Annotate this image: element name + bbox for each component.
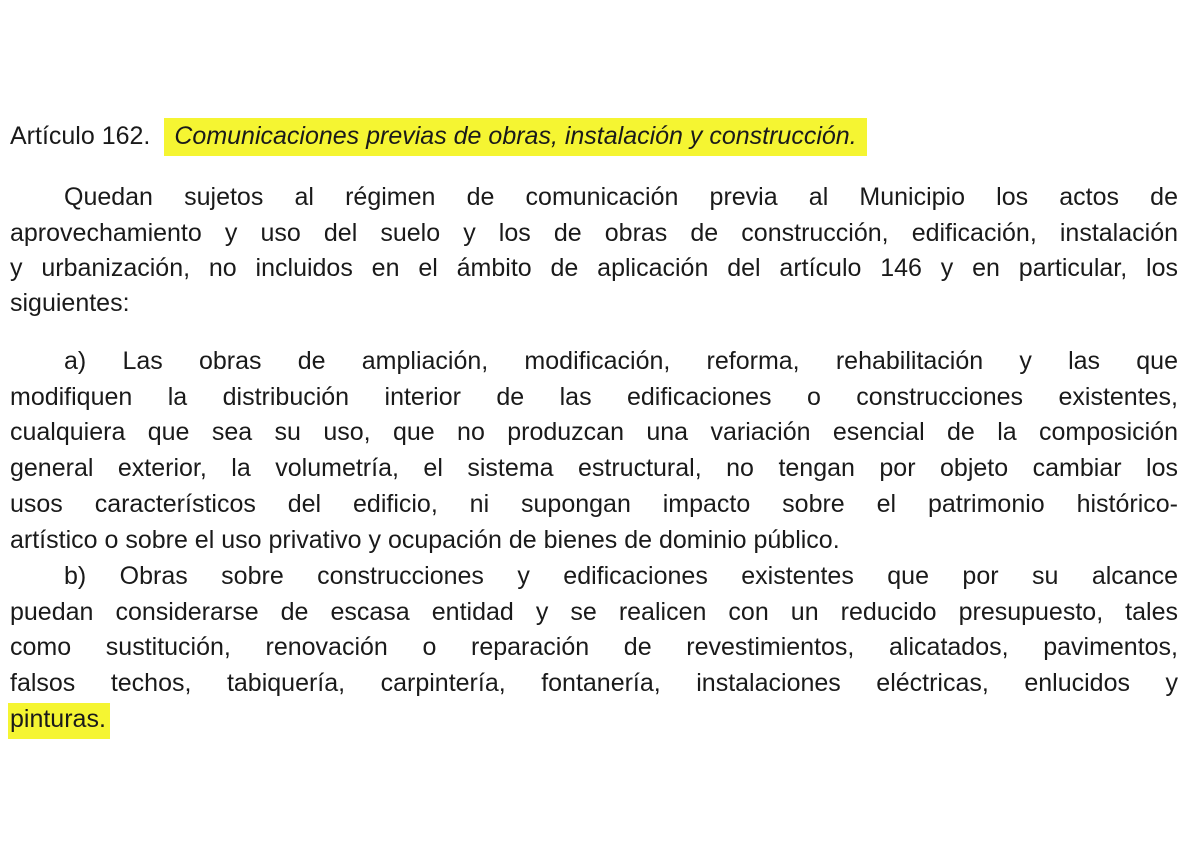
article-heading-highlighted: Comunicaciones previas de obras, instalación y construcción. [164, 118, 866, 156]
item-b-last-word-highlighted: pinturas. [8, 703, 110, 739]
item-a-line: general exterior, la volumetría, el sistema estructural, no tengan por objeto cambiar los [10, 454, 1178, 482]
item-b-line: como sustitución, renovación o reparación de revestimientos, alicatados, pavimentos, [10, 633, 1178, 661]
article-number: Artículo 162. [10, 122, 151, 150]
item-a-line: a) Las obras de ampliación, modificación, reforma, rehabilitación y las que [64, 347, 1178, 375]
item-b-line: puedan considerarse de escasa entidad y se realicen con un reducido presupuesto, tales [10, 598, 1178, 626]
article-title [10, 120, 1178, 152]
item-b-line: falsos techos, tabiquería, carpintería, fontanería, instalaciones eléctricas, enlucidos y [10, 669, 1178, 697]
intro-line: siguientes: [10, 289, 130, 317]
intro-line: y urbanización, no incluidos en el ámbito de aplicación del artículo 146 y en particular, los [10, 254, 1178, 282]
item-a-line: artístico o sobre el uso privativo y ocupación de bienes de dominio público. [10, 526, 840, 554]
item-a-line: usos característicos del edificio, ni supongan impacto sobre el patrimonio histórico- [10, 490, 1178, 518]
intro-line: aprovechamiento y uso del suelo y los de obras de construcción, edificación, instalación [10, 219, 1178, 247]
item-a-line: cualquiera que sea su uso, que no produzcan una variación esencial de la composición [10, 418, 1178, 446]
intro-line: Quedan sujetos al régimen de comunicación previa al Municipio los actos de [64, 183, 1178, 211]
item-b-line: b) Obras sobre construcciones y edificaciones existentes que por su alcance [64, 562, 1178, 590]
item-a-line: modifiquen la distribución interior de las edificaciones o construcciones existentes, [10, 383, 1178, 411]
